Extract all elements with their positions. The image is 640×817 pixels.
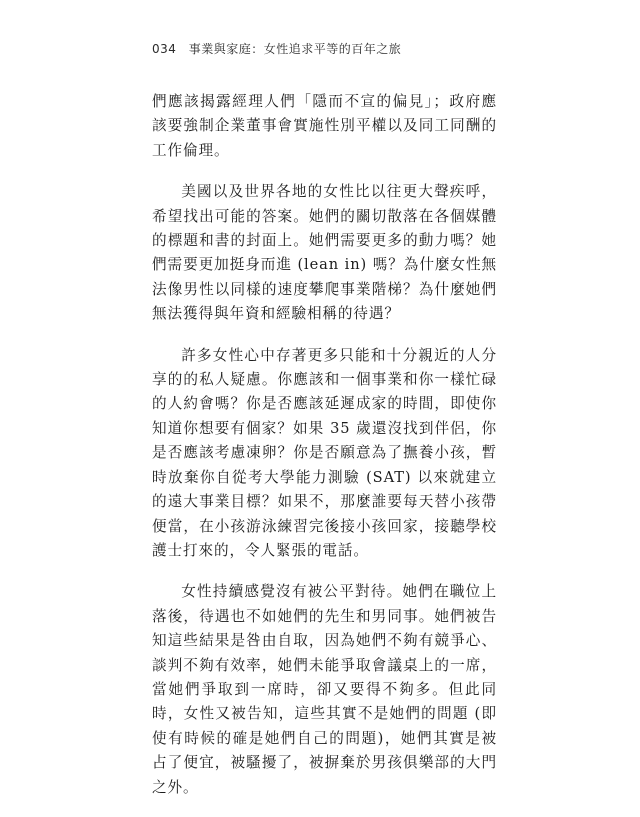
body-text — [152, 90, 497, 817]
paragraph: 美國以及世界各地的女性比以往更大聲疾呼，希望找出可能的答案。她們的關切散落在各個媒體的標題和書的封面上。她們需要更多的動力嗎？她們需要更加挺身而進 (lean in) 嗎？為什麼女性無法像男性以同樣的速度攀爬事業階梯？為什麼她們無法獲得與年資和經驗相稱的待遇？ — [152, 183, 497, 323]
running-title: 事業與家庭：女性追求平等的百年之旅 — [188, 42, 402, 56]
paragraph: 女性持續感覺沒有被公平對待。她們在職位上落後，待遇也不如她們的先生和男同事。她們被告知這些結果是咎由自取，因為她們不夠有競爭心、談判不夠有效率，她們未能爭取會議桌上的一席，當她們爭取到一席時，卻又要得不夠多。但此同時，女性又被告知，這些其實不是她們的問題 (即使有時候的確是她們自己的問題)，她們其實是被占了便宜，被騷擾了，被摒棄於男孩俱樂部的大門之外。 — [152, 583, 497, 796]
running-header — [152, 40, 401, 57]
paragraph-continued: 們應該揭露經理人們「隱而不宣的偏見」；政府應該要強制企業董事會實施性別平權以及同工同酬的工作倫理。 — [152, 93, 497, 159]
paragraph: 許多女性心中存著更多只能和十分親近的人分享的的私人疑慮。你應該和一個事業和你一樣忙碌的人約會嗎？你是否應該延遲成家的時間，即使你知道你想要有個家？如果 35 歲還沒找到伴侶，你是否應該考慮凍卵？你是否願意為了撫養小孩，暫時放棄你自從考大學能力測驗 (SAT) 以來就建立的遠大事業目標？如果不，那麼誰要每天替小孩帶便當，在小孩游泳練習完後接小孩回家，接聽學校護士打來的，令人緊張的電話。 — [152, 346, 497, 559]
page-number: 034 — [152, 42, 177, 56]
